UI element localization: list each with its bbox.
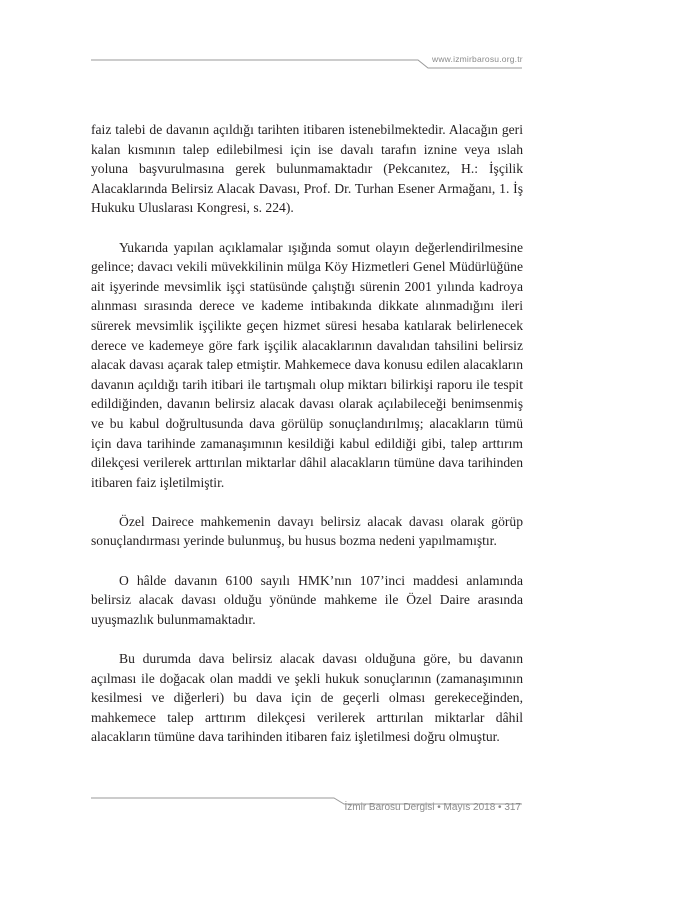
header-url: www.izmirbarosu.org.tr: [432, 54, 523, 64]
header-rule: [0, 0, 700, 80]
paragraph-4: O hâlde davanın 6100 sayılı HMK’nın 107’inci maddesi anlamında belirsiz alacak davası olduğu yönünde mahkeme ile Özel Daire arasında uyuşmazlık bulunmamaktadır.: [91, 572, 523, 627]
body-text: [91, 120, 523, 767]
paragraph-3: Özel Dairece mahkemenin davayı belirsiz alacak davası olarak görüp sonuçlandırması yerinde bulunmuş, bu husus bozma nedeni yapılmamıştır.: [91, 513, 523, 549]
paragraph-2: Yukarıda yapılan açıklamalar ışığında somut olayın değerlendirilmesine gelince; davacı vekili müvekkilinin mülga Köy Hizmetleri Genel Müdürlüğüne ait işyerinde mevsimlik işçi statüsünde çalıştığı sürenin 2001 yılında kadroya alınması sırasında derece ve kademe intibakında dikkate alınmadığını ileri sürerek mevsimlik işçilikte geçen hizmet süresi hesaba katılarak belirlenecek derece ve kademeye göre fark işçilik alacaklarının davalıdan tahsilini belirsiz alacak davası açarak talep etmiştir. Mahkemece dava konusu edilen alacakların davanın açıldığı tarih itibari ile tartışmalı olup miktarı bilirkişi raporu ile tespit edildiğinden, davanın belirsiz alacak davası olarak açılabileceği benimsenmiş ve bu kabul doğrultusunda dava görülüp sonuçlandırılmış; alacakların tümü için dava tarihinde zamanaşımının kesildiği kabul edildiği gibi, talep arttırım dilekçesi verilerek arttırılan miktarlar dâhil alacakların tümüne dava tarihinden itibaren faiz işletilmiştir.: [91, 239, 523, 490]
footer-journal-info: İzmir Barosu Dergisi • Mayıs 2018 • 317: [344, 802, 521, 813]
paragraph-5: Bu durumda dava belirsiz alacak davası olduğuna göre, bu davanın açılması ile doğacak olan maddi ve şekli hukuk sonuçlarının (zamanaşımının kesilmesi ve diğerleri) bu dava için de geçerli olması gerekeceğinden, mahkemece talep arttırım dilekçesi verilerek arttırılan miktarlar dâhil alacakların tümüne dava tarihinden itibaren faiz işletilmesi doğru olmuştur.: [91, 651, 523, 745]
paragraph-1: faiz talebi de davanın açıldığı tarihten itibaren istenebilmektedir. Alacağın geri kalan kısmının talep edilebilmesi için ise davalı tarafın iznine veya ıslah yoluna başvurulmasına gerek bulunmamaktadır (Pekcanıtez, H.: İşçilik Alacaklarında Belirsiz Alacak Davası, Prof. Dr. Turhan Esener Armağanı, 1. İş Hukuku Uluslarası Kongresi, s. 224).: [91, 122, 523, 216]
